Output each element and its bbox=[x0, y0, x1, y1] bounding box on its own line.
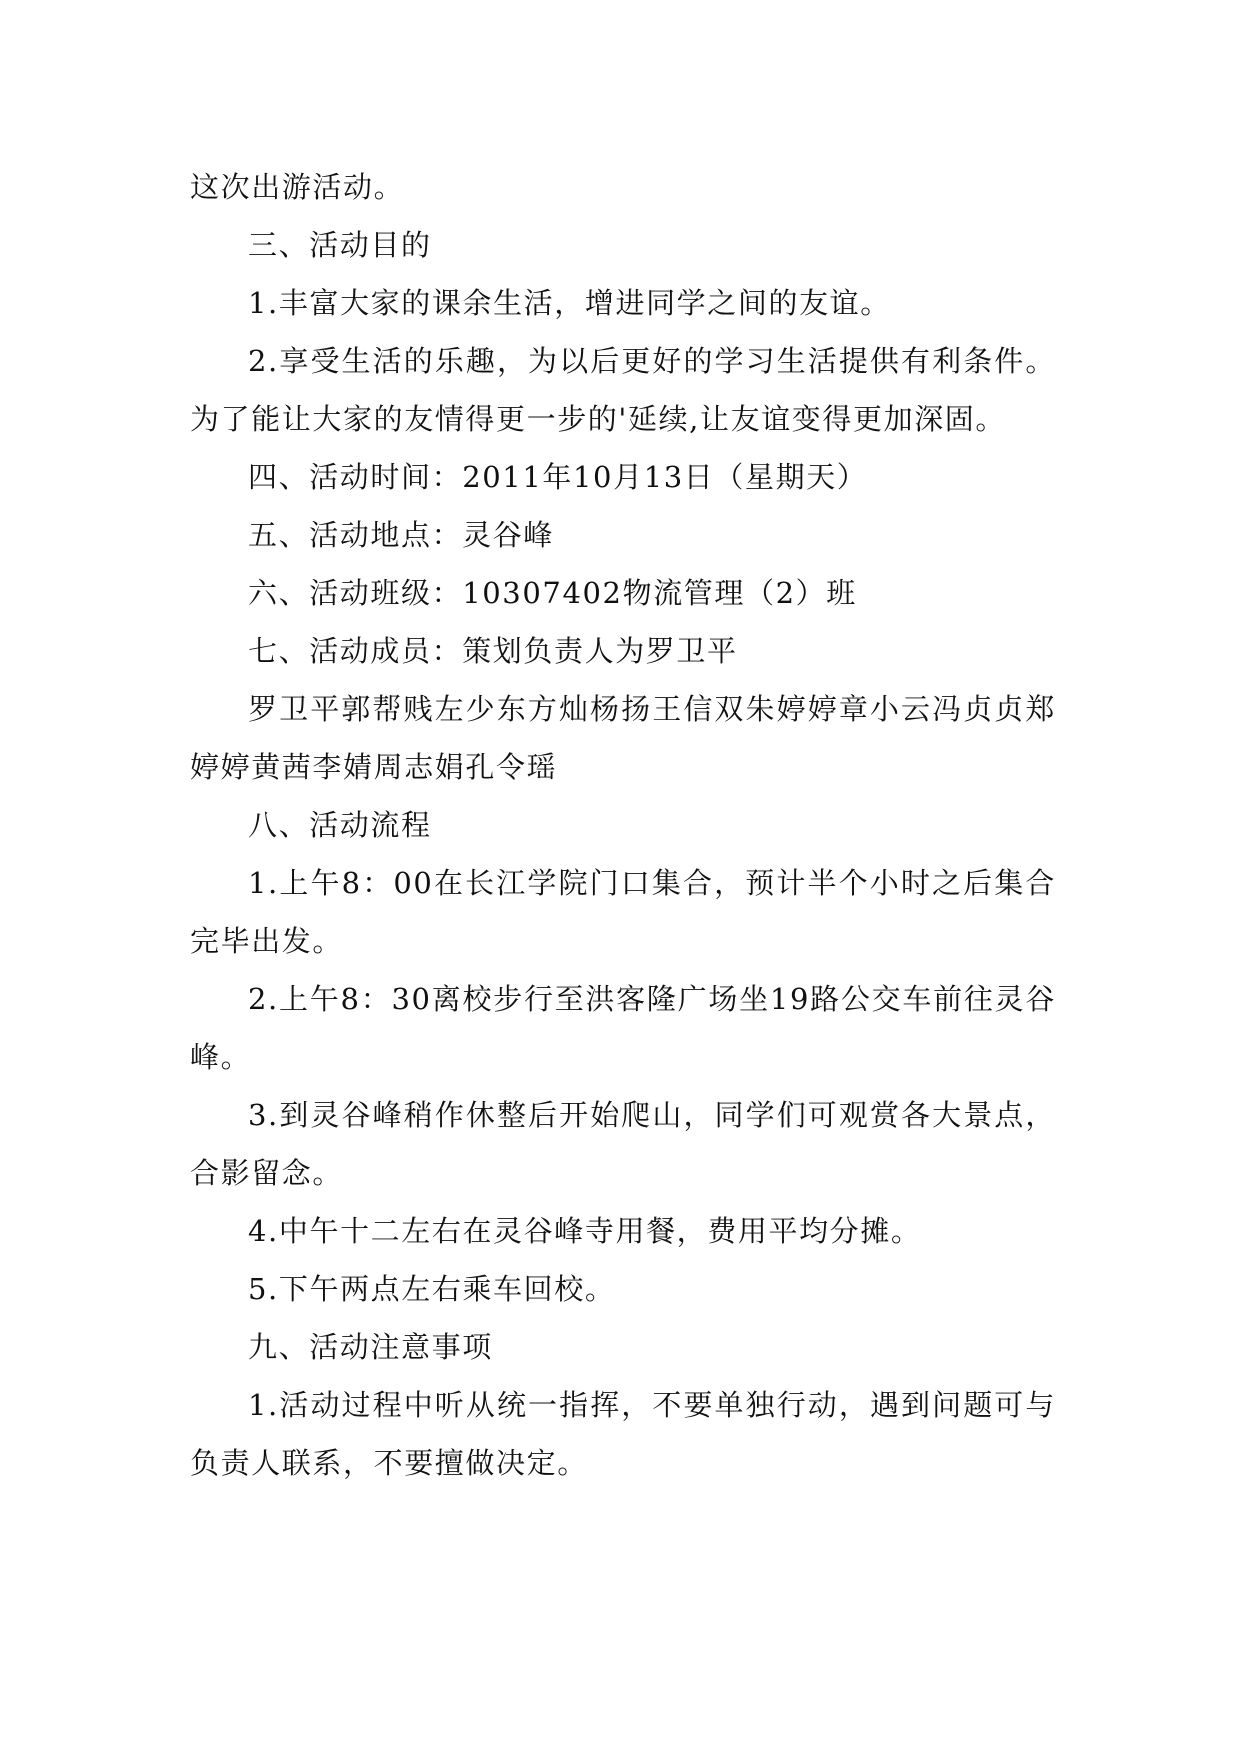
member-list: 罗卫平郭帮贱左少东方灿杨扬王信双朱婷婷章小云冯贞贞郑婷婷黄茜李婧周志娟孔令瑶 bbox=[190, 692, 1056, 784]
process-step-4: 4.中午十二左右在灵谷峰寺用餐，费用平均分摊。 bbox=[248, 1214, 922, 1248]
document-body bbox=[190, 158, 1056, 1492]
process-step-1: 1.上午8：00在长江学院门口集合，预计半个小时之后集合完毕出发。 bbox=[190, 866, 1056, 958]
activity-time: 四、活动时间：2011年10月13日（星期天） bbox=[248, 460, 868, 494]
section-heading-notes: 九、活动注意事项 bbox=[248, 1330, 493, 1364]
section-heading-purpose: 三、活动目的 bbox=[248, 228, 432, 262]
activity-members-heading: 七、活动成员：策划负责人为罗卫平 bbox=[248, 634, 738, 668]
process-step-3: 3.到灵谷峰稍作休整后开始爬山，同学们可观赏各大景点，合影留念。 bbox=[190, 1098, 1056, 1190]
purpose-item-1: 1.丰富大家的课余生活，增进同学之间的友谊。 bbox=[248, 286, 891, 320]
section-heading-process: 八、活动流程 bbox=[248, 808, 432, 842]
activity-class: 六、活动班级：10307402物流管理（2）班 bbox=[248, 576, 857, 610]
process-step-2: 2.上午8：30离校步行至洪客隆广场坐19路公交车前往灵谷峰。 bbox=[190, 982, 1056, 1074]
paragraph-continuation: 这次出游活动。 bbox=[190, 170, 405, 204]
activity-location: 五、活动地点：灵谷峰 bbox=[248, 518, 555, 552]
process-step-5: 5.下午两点左右乘车回校。 bbox=[248, 1272, 616, 1306]
note-item-1: 1.活动过程中听从统一指挥，不要单独行动，遇到问题可与负责人联系，不要擅做决定。 bbox=[190, 1388, 1056, 1480]
purpose-item-2: 2.享受生活的乐趣，为以后更好的学习生活提供有利条件。为了能让大家的友情得更一步的'延续,让友谊变得更加深固。 bbox=[190, 344, 1056, 436]
